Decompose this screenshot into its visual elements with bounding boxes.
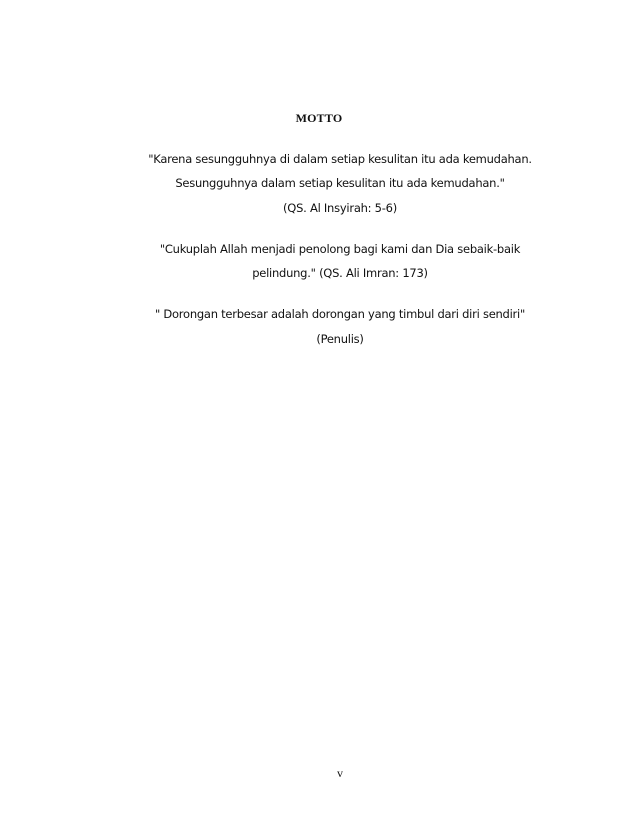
quote-3-line-1: " Dorongan terbesar adalah dorongan yang timbul dari diri sendiri"	[154, 307, 526, 321]
quote-1-source: (QS. Al Insyirah: 5-6)	[283, 201, 397, 215]
page-title: MOTTO	[295, 111, 343, 125]
quote-1-line-1: "Karena sesungguhnya di dalam setiap kesulitan itu ada kemudahan.	[148, 152, 532, 166]
quote-1-line-2: Sesungguhnya dalam setiap kesulitan itu ada kemudahan."	[175, 176, 505, 190]
quote-2-line-1: "Cukuplah Allah menjadi penolong bagi kami dan Dia sebaik-baik	[159, 242, 521, 256]
quote-2-line-2: pelindung." (QS. Ali Imran: 173)	[252, 266, 428, 280]
quote-3-source: (Penulis)	[316, 332, 364, 346]
page-number: v	[337, 766, 343, 780]
